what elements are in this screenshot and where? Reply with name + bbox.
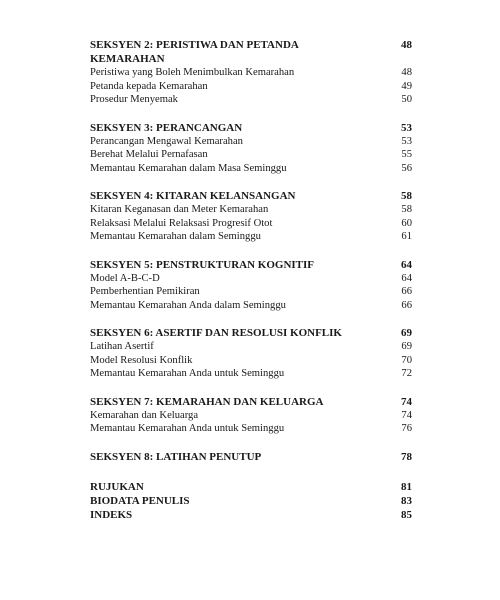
page-number: 64 [401,272,412,284]
page-number: 53 [401,135,412,147]
page-number: 66 [401,299,412,311]
section-title: SEKSYEN 6: ASERTIF DAN RESOLUSI KONFLIK [90,327,342,339]
toc-section-3 [90,121,412,176]
entry-label: Model A-B-C-D [90,272,160,284]
page-number: 69 [401,341,412,352]
section-heading [90,258,412,272]
section-title: SEKSYEN 5: PENSTRUKTURAN KOGNITIF [90,258,315,271]
entry-label: Memantau Kemarahan dalam Seminggu [90,231,261,242]
toc-entry [90,162,412,176]
entry-label: Memantau Kemarahan dalam Masa Seminggu [90,162,287,174]
section-title: SEKSYEN 7: KEMARAHAN DAN KELUARGA [90,395,324,408]
section-title: SEKSYEN 3: PERANCANGAN [90,121,243,134]
entry-label: Memantau Kemarahan Anda dalam Seminggu [90,299,286,311]
toc-entry [90,422,412,436]
toc-entry [90,80,412,94]
toc-entry [90,66,412,80]
back-matter-entry [90,508,412,522]
page-number: 48 [401,39,412,51]
entry-label: Memantau Kemarahan Anda untuk Seminggu [90,423,285,434]
toc-entry [90,409,412,423]
section-heading [90,189,412,203]
page-number: 58 [401,190,412,202]
back-matter-label: BIODATA PENULIS [90,494,190,507]
toc-entry [90,340,412,354]
toc-section-6 [90,326,412,381]
section-title: SEKSYEN 8: LATIHAN PENUTUP [90,450,262,463]
toc-entry [90,272,412,286]
toc-section-7 [90,395,412,436]
entry-label: Kitaran Keganasan dan Meter Kemarahan [90,204,269,215]
page-number: 69 [401,327,412,339]
entry-label: Model Resolusi Konflik [90,354,193,366]
page-number: 78 [401,450,412,463]
entry-label: Prosedur Menyemak [90,94,178,105]
page-number: 56 [401,162,412,174]
page-number: 85 [401,508,412,521]
page-number: 72 [401,368,412,379]
toc-entry [90,217,412,231]
toc-entry [90,354,412,368]
entry-label: Latihan Asertif [90,341,154,352]
section-heading [90,121,412,135]
toc-entry [90,285,412,299]
toc-entry [90,367,412,381]
entry-label: Berehat Melalui Pernafasan [90,149,208,160]
page-number: 53 [401,121,412,134]
page-number: 48 [401,67,412,78]
toc-entry [90,203,412,217]
page-number: 49 [401,80,412,92]
section-heading [90,38,412,66]
section-heading [90,326,412,340]
entry-label: Peristiwa yang Boleh Menimbulkan Kemarahan [90,67,295,78]
back-matter-entry [90,480,412,494]
toc-back-matter [90,480,412,522]
back-matter-entry [90,494,412,508]
entry-label: Memantau Kemarahan Anda untuk Seminggu [90,368,285,379]
entry-label: Kemarahan dan Keluarga [90,409,199,421]
toc-entry [90,93,412,107]
section-heading [90,450,412,464]
page-number: 83 [401,494,412,507]
page-number: 74 [401,395,412,408]
entry-label: Pemberhentian Pemikiran [90,286,200,297]
toc-entry [90,148,412,162]
page-number: 55 [401,149,412,160]
section-title: SEKSYEN 4: KITARAN KELANSANGAN [90,190,296,202]
toc-entry [90,299,412,313]
page-number: 70 [401,354,412,366]
toc-section-4 [90,189,412,244]
entry-label: Perancangan Mengawal Kemarahan [90,135,243,147]
section-heading [90,395,412,409]
toc-entry [90,135,412,149]
page-number: 74 [401,409,412,421]
toc-section-8 [90,450,412,464]
page-number: 58 [401,204,412,215]
page-number: 64 [401,258,412,271]
toc-section-5 [90,258,412,313]
section-title: SEKSYEN 2: PERISTIWA DAN PETANDA KEMARAHAN [90,39,299,65]
toc-section-2 [90,38,412,107]
page-number: 61 [401,231,412,242]
back-matter-label: INDEKS [90,508,133,521]
page-number: 81 [401,480,412,493]
table-of-contents [90,38,412,522]
page-number: 60 [401,217,412,229]
back-matter-label: RUJUKAN [90,480,144,493]
page-number: 50 [401,94,412,105]
page-number: 76 [401,423,412,434]
entry-label: Relaksasi Melalui Relaksasi Progresif Otot [90,217,273,229]
entry-label: Petanda kepada Kemarahan [90,80,208,92]
page-number: 66 [401,286,412,297]
toc-entry [90,230,412,244]
